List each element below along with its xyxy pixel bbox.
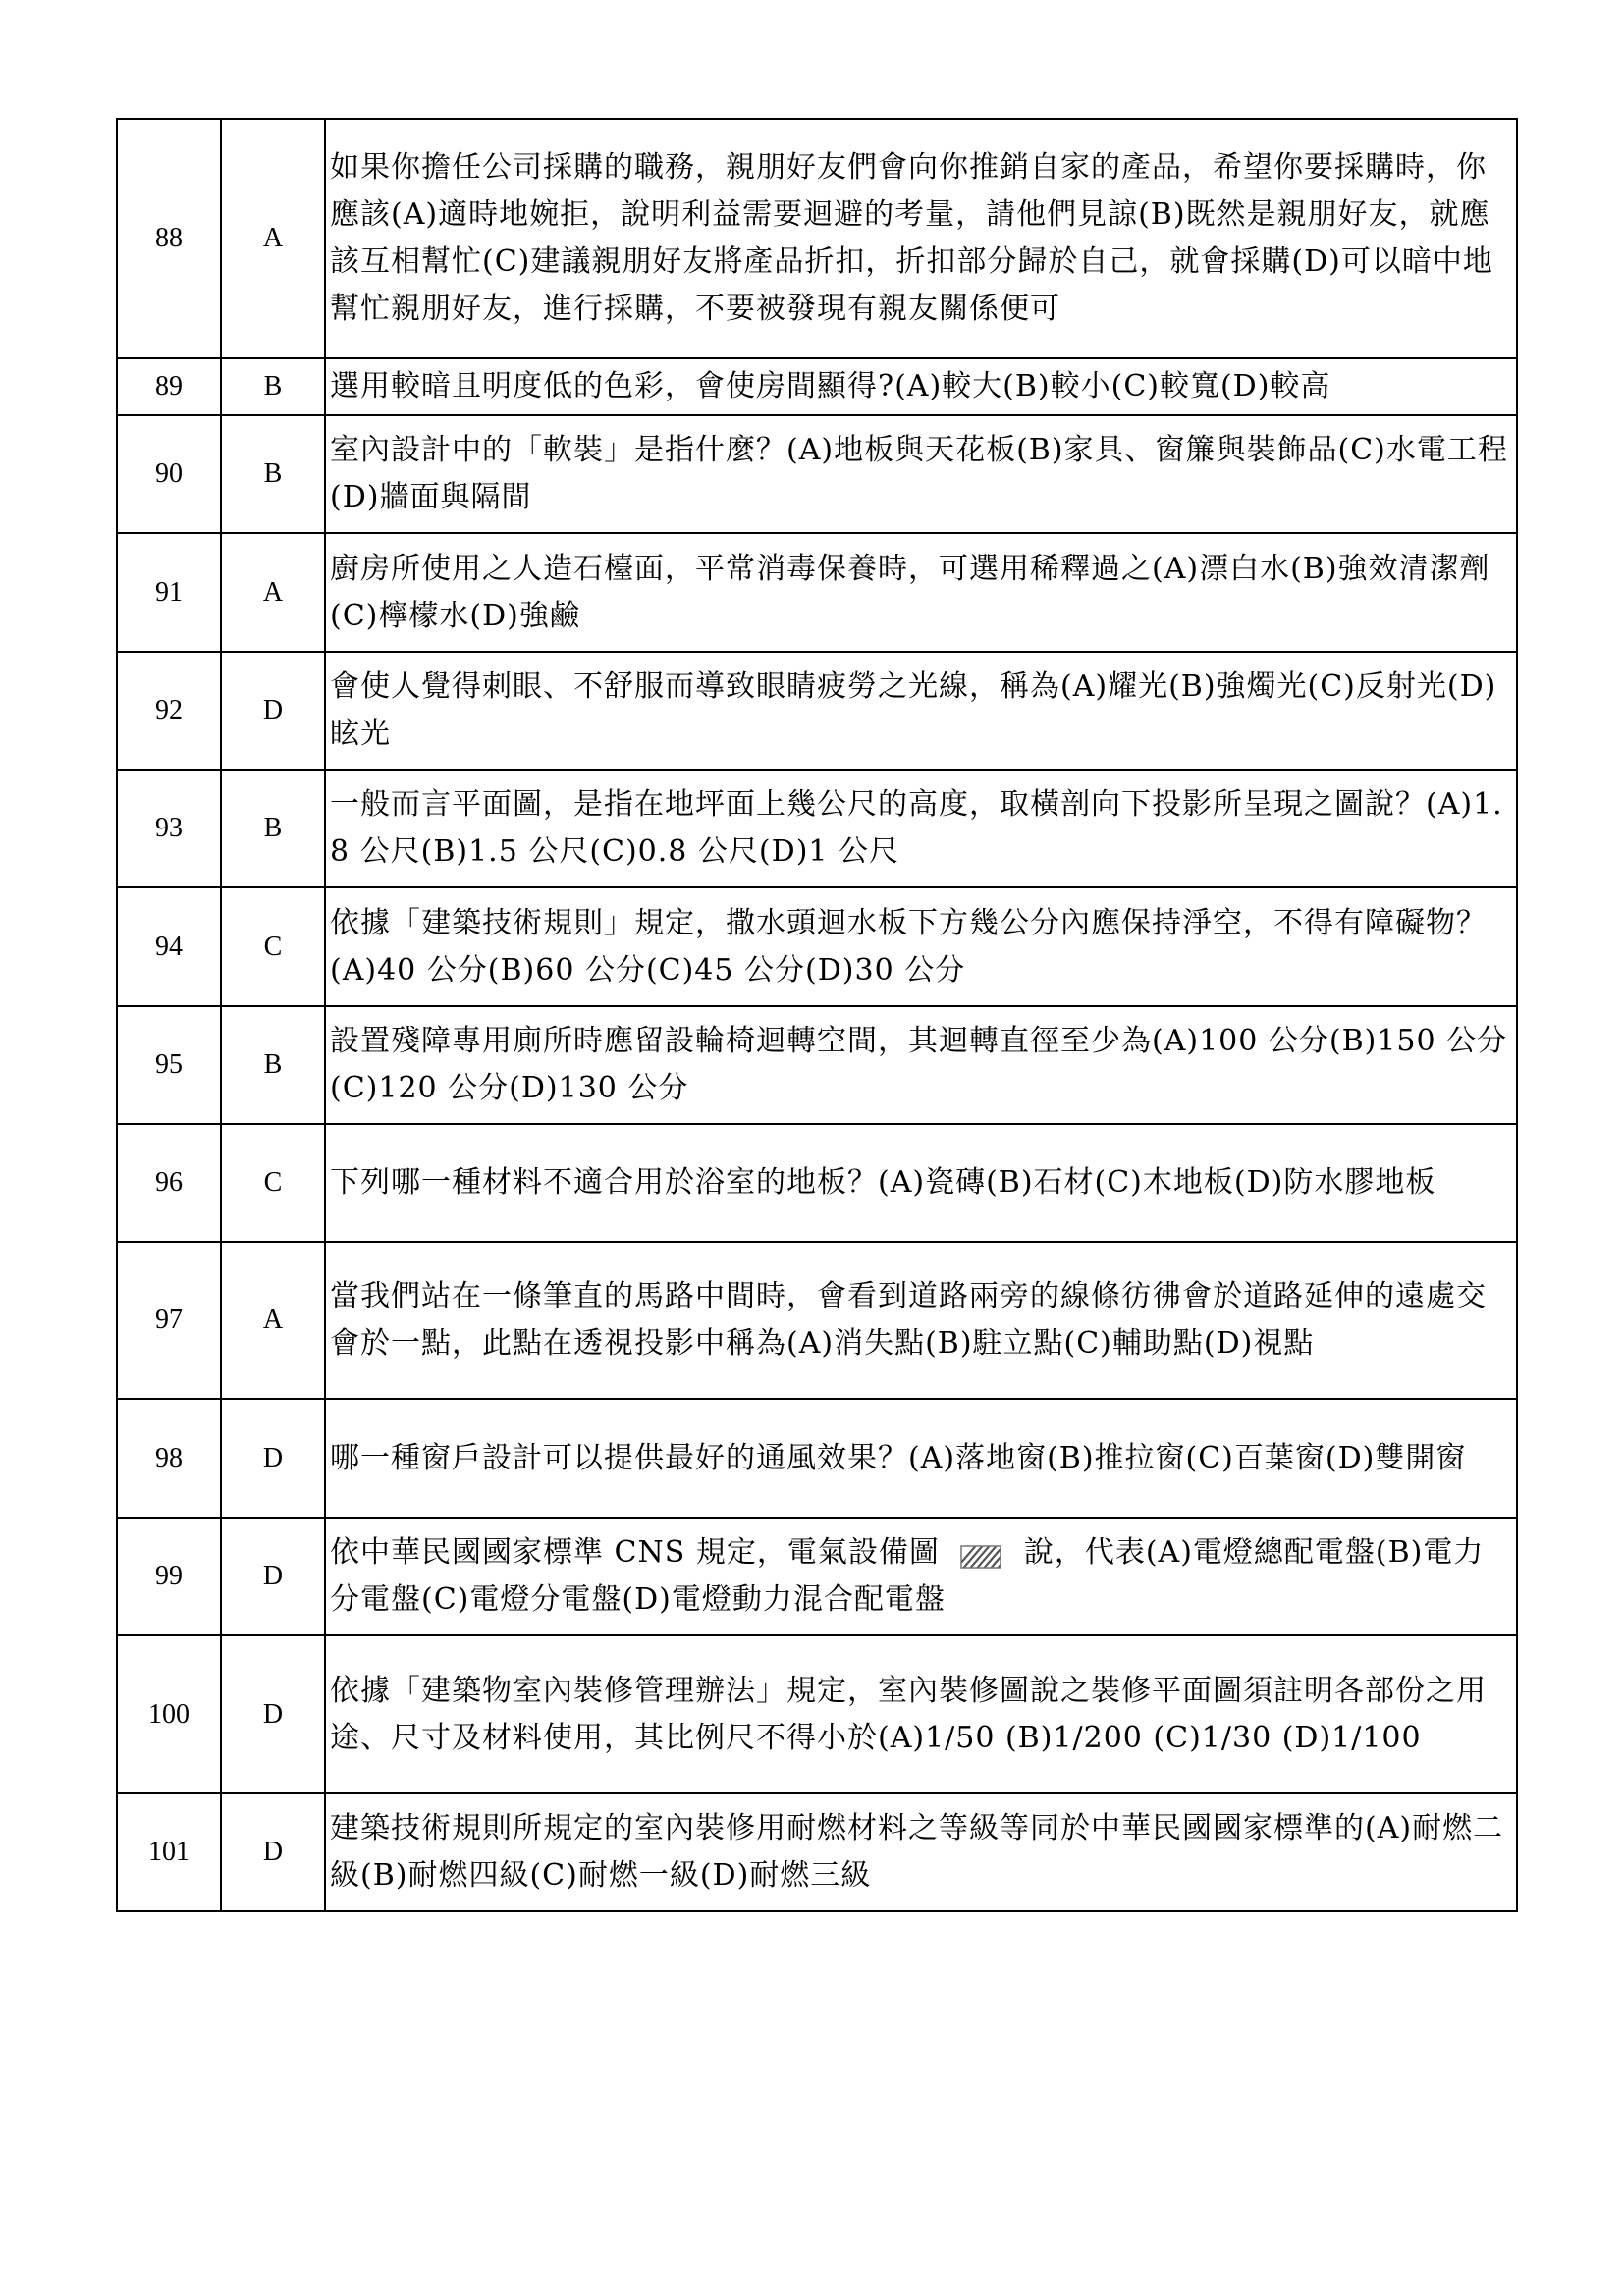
answer-key: D — [221, 1399, 325, 1518]
question-text: 下列哪一種材料不適合用於浴室的地板？(A)瓷磚(B)石材(C)木地板(D)防水膠地板 — [325, 1124, 1517, 1242]
question-text — [325, 1518, 1517, 1635]
question-text: 一般而言平面圖，是指在地坪面上幾公尺的高度，取橫剖向下投影所呈現之圖說？(A)1.8 公尺(B)1.5 公尺(C)0.8 公尺(D)1 公尺 — [325, 770, 1517, 887]
table-row — [117, 415, 1517, 533]
question-text: 哪一種窗戶設計可以提供最好的通風效果？(A)落地窗(B)推拉窗(C)百葉窗(D)雙開窗 — [325, 1399, 1517, 1518]
question-number: 92 — [117, 652, 221, 770]
answer-key: A — [221, 1242, 325, 1399]
question-text: 會使人覺得刺眼、不舒服而導致眼睛疲勞之光線，稱為(A)耀光(B)強燭光(C)反射光(D)眩光 — [325, 652, 1517, 770]
table-row — [117, 533, 1517, 652]
question-number: 94 — [117, 887, 221, 1006]
question-text: 選用較暗且明度低的色彩，會使房間顯得?(A)較大(B)較小(C)較寬(D)較高 — [325, 358, 1517, 415]
question-number: 96 — [117, 1124, 221, 1242]
answer-key: D — [221, 652, 325, 770]
answer-key: D — [221, 1635, 325, 1793]
table-row — [117, 1124, 1517, 1242]
table-row — [117, 1399, 1517, 1518]
answer-key: A — [221, 119, 325, 358]
table-row — [117, 1006, 1517, 1124]
answer-key: B — [221, 770, 325, 887]
answer-key: D — [221, 1793, 325, 1911]
hatched-panel-symbol-icon — [953, 1539, 1010, 1569]
question-number: 101 — [117, 1793, 221, 1911]
answer-key: B — [221, 415, 325, 533]
table-row — [117, 358, 1517, 415]
question-text: 如果你擔任公司採購的職務，親朋好友們會向你推銷自家的產品，希望你要採購時，你應該(A)適時地婉拒，說明利益需要迴避的考量，請他們見諒(B)既然是親朋好友，就應該互相幫忙(C)建議親朋好友將產品折扣，折扣部分歸於自己，就會採購(D)可以暗中地幫忙親朋好友，進行採購，不要被發現有親友關係便可 — [325, 119, 1517, 358]
question-text-before-symbol: 依中華民國國家標準 CNS 規定，電氣設備圖 — [330, 1535, 940, 1570]
table-row — [117, 1635, 1517, 1793]
question-number: 97 — [117, 1242, 221, 1399]
table-row — [117, 1242, 1517, 1399]
question-number: 100 — [117, 1635, 221, 1793]
answer-key: B — [221, 1006, 325, 1124]
question-text: 室內設計中的「軟裝」是指什麼？(A)地板與天花板(B)家具、窗簾與裝飾品(C)水電工程(D)牆面與隔間 — [325, 415, 1517, 533]
question-text-after-symbol: 說，代表(A)電燈總配電盤(B)電力分電盤(C)電燈分電盤(D)電燈動力混合配電盤 — [330, 1535, 1485, 1617]
answer-key: B — [221, 358, 325, 415]
question-number: 98 — [117, 1399, 221, 1518]
question-number: 93 — [117, 770, 221, 887]
answer-key: C — [221, 1124, 325, 1242]
question-number: 91 — [117, 533, 221, 652]
question-text: 廚房所使用之人造石檯面，平常消毒保養時，可選用稀釋過之(A)漂白水(B)強效清潔劑(C)檸檬水(D)強鹼 — [325, 533, 1517, 652]
table-row — [117, 887, 1517, 1006]
answer-key: C — [221, 887, 325, 1006]
question-number: 89 — [117, 358, 221, 415]
question-table — [116, 118, 1518, 1912]
question-text: 設置殘障專用廁所時應留設輪椅迴轉空間，其迴轉直徑至少為(A)100 公分(B)150 公分(C)120 公分(D)130 公分 — [325, 1006, 1517, 1124]
table-row — [117, 1793, 1517, 1911]
question-number: 88 — [117, 119, 221, 358]
answer-key: D — [221, 1518, 325, 1635]
table-row — [117, 1518, 1517, 1635]
question-text: 建築技術規則所規定的室內裝修用耐燃材料之等級等同於中華民國國家標準的(A)耐燃二級(B)耐燃四級(C)耐燃一級(D)耐燃三級 — [325, 1793, 1517, 1911]
question-number: 99 — [117, 1518, 221, 1635]
table-row — [117, 119, 1517, 358]
question-text: 依據「建築物室內裝修管理辦法」規定，室內裝修圖說之裝修平面圖須註明各部份之用途、尺寸及材料使用，其比例尺不得小於(A)1/50 (B)1/200 (C)1/30 (D)1/100 — [325, 1635, 1517, 1793]
question-number: 90 — [117, 415, 221, 533]
question-text: 當我們站在一條筆直的馬路中間時，會看到道路兩旁的線條彷彿會於道路延伸的遠處交會於一點，此點在透視投影中稱為(A)消失點(B)駐立點(C)輔助點(D)視點 — [325, 1242, 1517, 1399]
answer-key: A — [221, 533, 325, 652]
table-row — [117, 652, 1517, 770]
question-text: 依據「建築技術規則」規定，撒水頭迴水板下方幾公分內應保持淨空，不得有障礙物？(A)40 公分(B)60 公分(C)45 公分(D)30 公分 — [325, 887, 1517, 1006]
question-number: 95 — [117, 1006, 221, 1124]
table-row — [117, 770, 1517, 887]
